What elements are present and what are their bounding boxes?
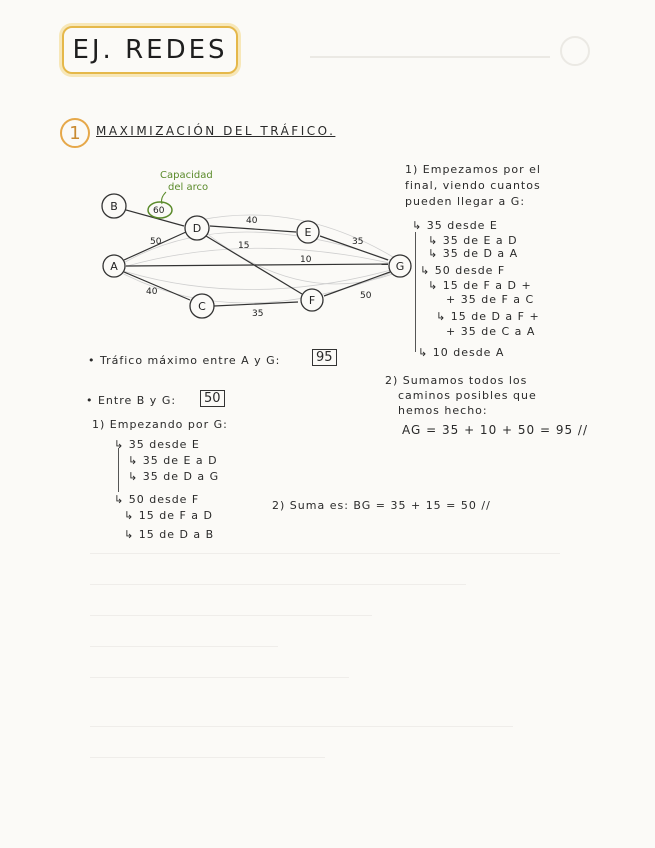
left-tree-bracket bbox=[118, 448, 120, 492]
right-step2-line-1: 2) Sumamos todos los bbox=[385, 374, 528, 387]
right-step2-line-3: hemos hecho: bbox=[398, 404, 488, 417]
right-tree-item-9: ↳ 10 desde A bbox=[418, 346, 505, 359]
annotation-line-2: del arco bbox=[168, 182, 209, 193]
network-diagram bbox=[90, 160, 420, 330]
bg-label: • Entre B y G: bbox=[86, 394, 177, 407]
annotation-line-1: Capacidad bbox=[160, 170, 213, 181]
bg-value-box: 50 bbox=[200, 390, 225, 407]
section-number: 1 bbox=[60, 118, 90, 148]
label-BD: 60 bbox=[153, 206, 165, 216]
right-tree-item-3: ↳ 35 de D a A bbox=[428, 247, 519, 260]
left-tree-item-4: ↳ 50 desde F bbox=[114, 493, 200, 506]
right-tree-item-2: ↳ 35 de E a D bbox=[428, 234, 518, 247]
right-tree-item-7: ↳ 15 de D a F + bbox=[436, 310, 540, 323]
right-step1-line-2: final, viendo cuantos bbox=[405, 179, 541, 192]
left-tree-item-6: ↳ 15 de D a B bbox=[124, 528, 215, 541]
left-tree-item-3: ↳ 35 de D a G bbox=[128, 470, 220, 483]
label-EG: 35 bbox=[352, 237, 364, 247]
right-tree-item-1: ↳ 35 desde E bbox=[412, 219, 498, 232]
left-step2: 2) Suma es: BG = 35 + 15 = 50 // bbox=[272, 499, 491, 512]
traffic-label: • Tráfico máximo entre A y G: bbox=[88, 354, 281, 367]
left-step1: 1) Empezando por G: bbox=[92, 418, 228, 431]
bleed-through-lines bbox=[90, 545, 560, 795]
right-step1-line-3: pueden llegar a G: bbox=[405, 195, 526, 208]
label-DF: 15 bbox=[238, 241, 250, 251]
bleed-through-circle bbox=[560, 36, 590, 66]
flow-sketch-lines bbox=[120, 215, 398, 303]
label-AD: 50 bbox=[150, 237, 162, 247]
node-label-F: F bbox=[308, 294, 316, 307]
label-FG: 50 bbox=[360, 291, 372, 301]
label-CF: 35 bbox=[252, 309, 264, 319]
right-step1-line-1: 1) Empezamos por el bbox=[405, 163, 541, 176]
edge-DE bbox=[210, 226, 296, 232]
label-DE: 40 bbox=[246, 216, 258, 226]
label-AG: 10 bbox=[300, 255, 312, 265]
label-AC: 40 bbox=[146, 287, 158, 297]
bleed-through-text bbox=[310, 42, 550, 58]
title-box bbox=[62, 26, 238, 74]
right-tree-item-8: + 35 de C a A bbox=[446, 325, 536, 338]
right-step2-line-2: caminos posibles que bbox=[398, 389, 537, 402]
section-title: MAXIMIZACIÓN DEL TRÁFICO. bbox=[96, 124, 336, 138]
right-tree-item-4: ↳ 50 desde F bbox=[420, 264, 506, 277]
node-label-B: B bbox=[110, 200, 118, 213]
left-tree-item-2: ↳ 35 de E a D bbox=[128, 454, 218, 467]
node-label-G: G bbox=[395, 260, 405, 273]
left-tree-item-1: ↳ 35 desde E bbox=[114, 438, 200, 451]
right-tree-bracket bbox=[415, 232, 417, 352]
right-sum: AG = 35 + 10 + 50 = 95 // bbox=[402, 423, 589, 437]
node-label-D: D bbox=[192, 222, 202, 235]
node-label-E: E bbox=[304, 226, 312, 239]
traffic-value-box: 95 bbox=[312, 349, 337, 366]
page-title: EJ. REDES bbox=[72, 35, 228, 65]
node-label-A: A bbox=[110, 260, 118, 273]
right-tree-item-6: + 35 de F a C bbox=[446, 293, 535, 306]
node-label-C: C bbox=[198, 300, 206, 313]
edge-AG bbox=[126, 264, 388, 266]
left-tree-item-5: ↳ 15 de F a D bbox=[124, 509, 213, 522]
right-tree-item-5: ↳ 15 de F a D + bbox=[428, 279, 532, 292]
